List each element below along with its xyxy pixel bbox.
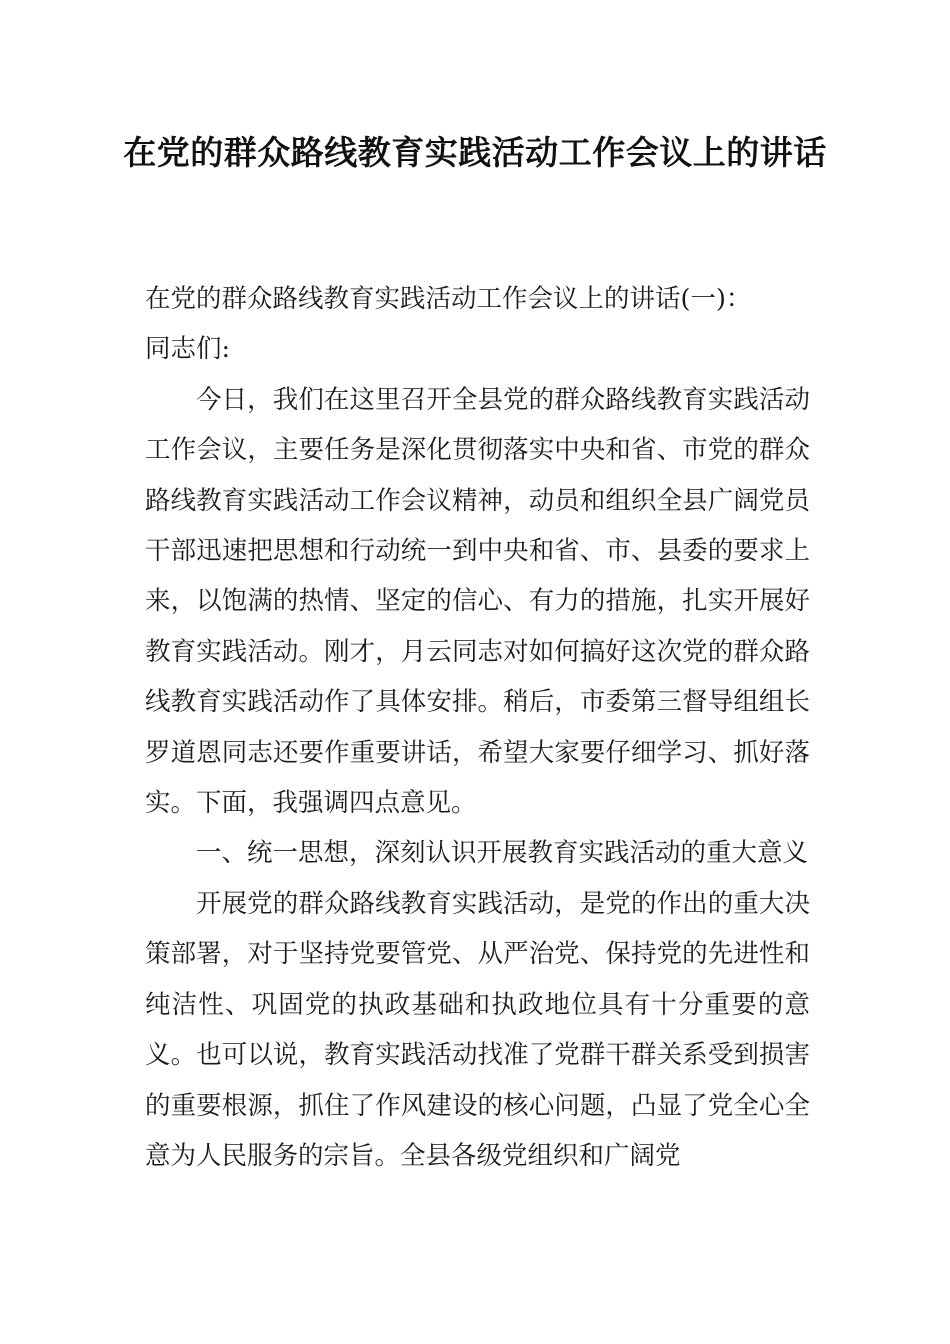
document-title: 在党的群众路线教育实践活动工作会议上的讲话 (123, 133, 827, 172)
body-paragraph: 开展党的群众路线教育实践活动，是党的作出的重大决策部署，对于坚持党要管党、从严治党、保持党的先进性和纯洁性、巩固党的执政基础和执政地位具有十分重要的意义。也可以说，教育实践活动找准了党群干群关系受到损害的重要根源，抓住了作风建设的核心问题，凸显了党全心全意为人民服务的宗旨。全县各级党组织和广阔党 (145, 888, 810, 1171)
section-heading: 一、统一思想，深刻认识开展教育实践活动的重大意义 (196, 838, 809, 869)
subtitle-paragraph: 在党的群众路线教育实践活动工作会议上的讲话(一)： (145, 284, 752, 314)
salutation-paragraph: 同志们: (145, 334, 231, 365)
document-body (145, 274, 810, 1181)
opening-paragraph: 今日，我们在这里召开全县党的群众路线教育实践活动工作会议，主要任务是深化贯彻落实中央和省、市党的群众路线教育实践活动工作会议精神，动员和组织全县广阔党员干部迅速把思想和行动统一到中央和省、市、县委的要求上来，以饱满的热情、坚定的信心、有力的措施，扎实开展好教育实践活动。刚才，月云同志对如何搞好这次党的群众路线教育实践活动作了具体安排。稍后，市委第三督导组组长罗道恩同志还要作重要讲话，希望大家要仔细学习、抓好落实。下面，我强调四点意见。 (145, 384, 810, 819)
